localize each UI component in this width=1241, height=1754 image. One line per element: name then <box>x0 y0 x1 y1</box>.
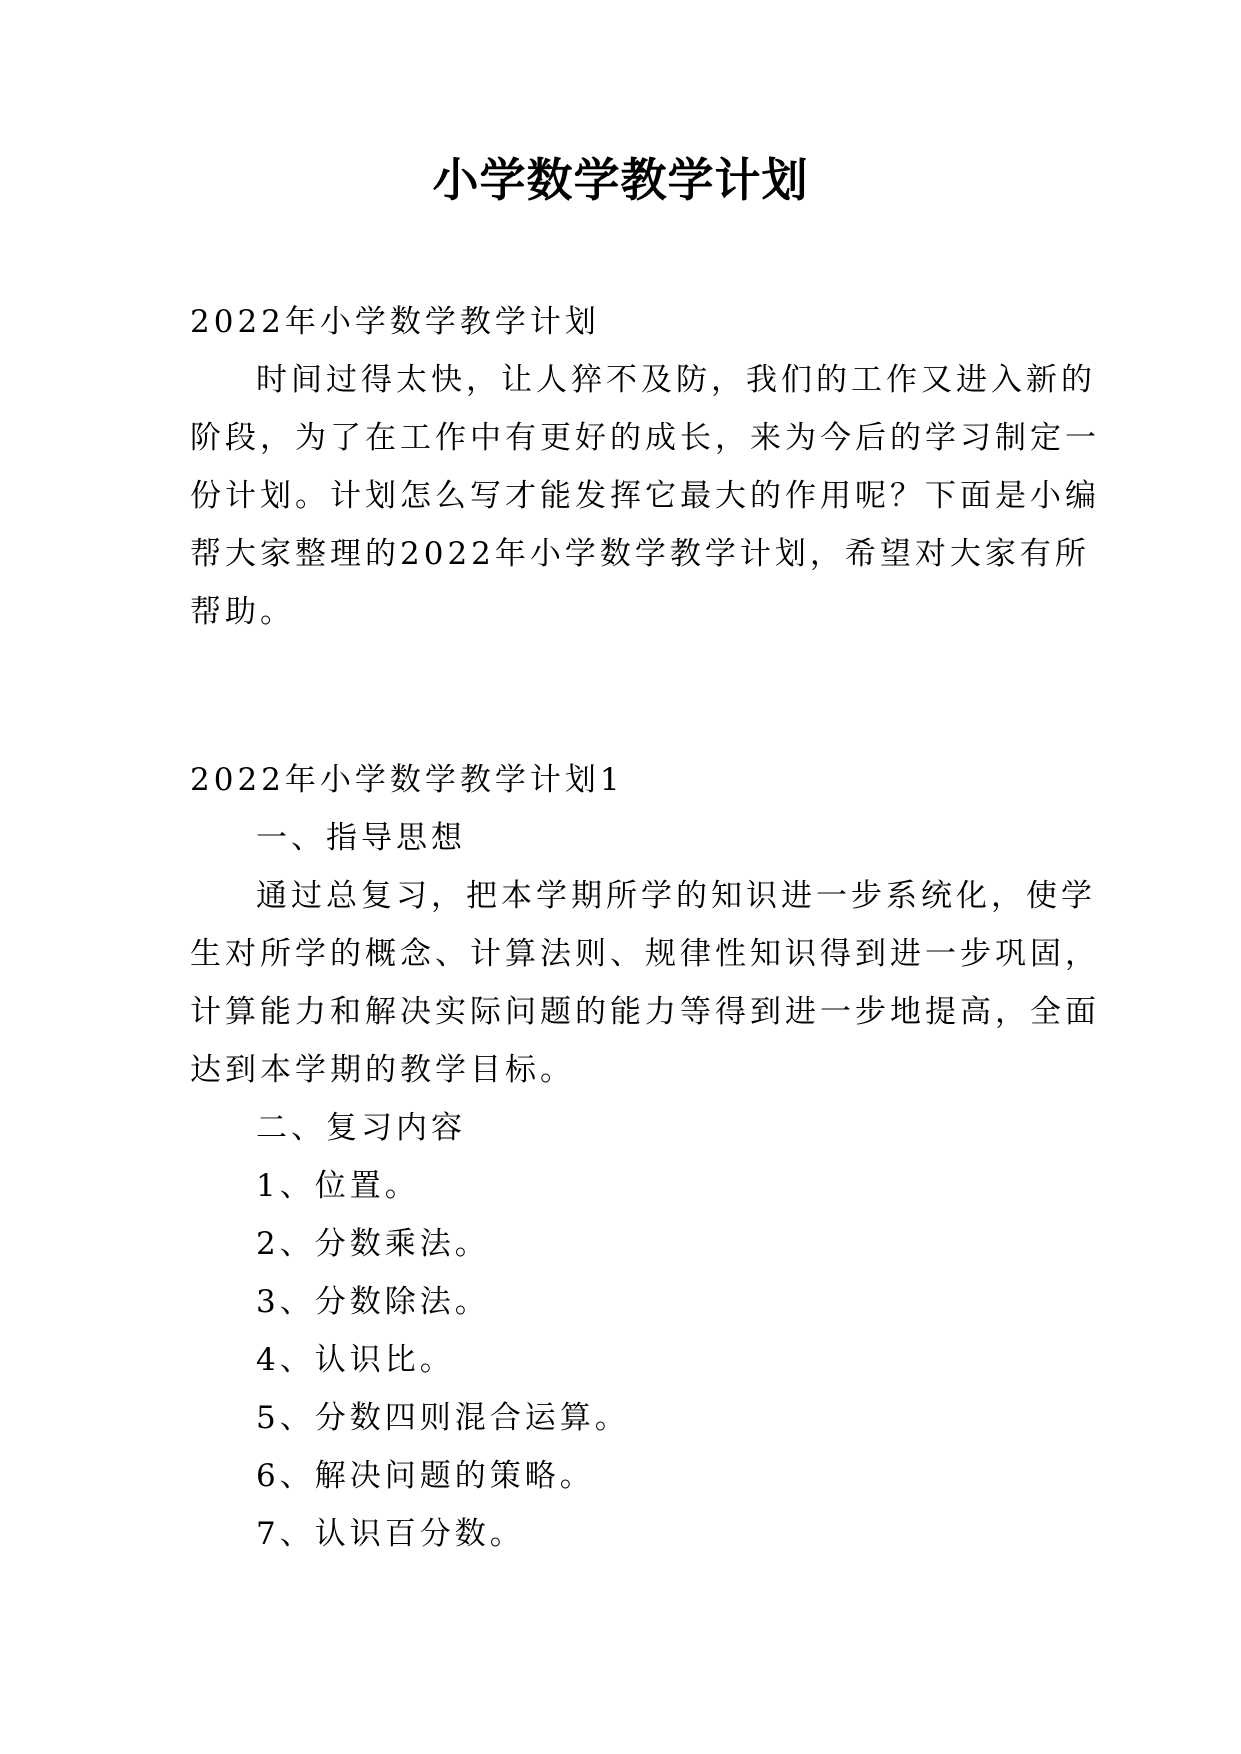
review-subheading: 二、复习内容 <box>256 1110 466 1146</box>
document-title: 小学数学教学计划 <box>432 153 809 207</box>
intro-paragraph-line: 帮大家整理的2022年小学数学教学计划，希望对大家有所 <box>190 536 1090 572</box>
review-list-item: 5、分数四则混合运算。 <box>256 1400 630 1436</box>
review-list-item: 6、解决问题的策略。 <box>256 1458 595 1494</box>
section-1-heading: 2022年小学数学教学计划1 <box>190 762 624 798</box>
intro-paragraph-line: 阶段，为了在工作中有更好的成长，来为今后的学习制定一 <box>190 420 1100 456</box>
guide-paragraph-line: 生对所学的概念、计算法则、规律性知识得到进一步巩固， <box>190 936 1100 972</box>
intro-heading: 2022年小学数学教学计划 <box>190 304 600 340</box>
review-list-item: 7、认识百分数。 <box>256 1516 525 1552</box>
guide-paragraph-line: 达到本学期的教学目标。 <box>190 1052 575 1088</box>
review-list-item: 4、认识比。 <box>256 1342 455 1378</box>
intro-paragraph-line: 时间过得太快，让人猝不及防，我们的工作又进入新的 <box>256 362 1096 398</box>
intro-section <box>190 293 1100 641</box>
review-list-item: 2、分数乘法。 <box>256 1226 490 1262</box>
guide-paragraph-line: 计算能力和解决实际问题的能力等得到进一步地提高，全面 <box>190 994 1100 1030</box>
section-1 <box>190 751 1100 1563</box>
guide-paragraph-line: 通过总复习，把本学期所学的知识进一步系统化，使学 <box>256 878 1096 914</box>
guide-subheading: 一、指导思想 <box>256 820 466 856</box>
review-list-item: 3、分数除法。 <box>256 1284 490 1320</box>
review-list-item: 1、位置。 <box>256 1168 420 1204</box>
intro-paragraph-line: 份计划。计划怎么写才能发挥它最大的作用呢？下面是小编 <box>190 478 1100 514</box>
intro-paragraph-line: 帮助。 <box>190 594 295 630</box>
